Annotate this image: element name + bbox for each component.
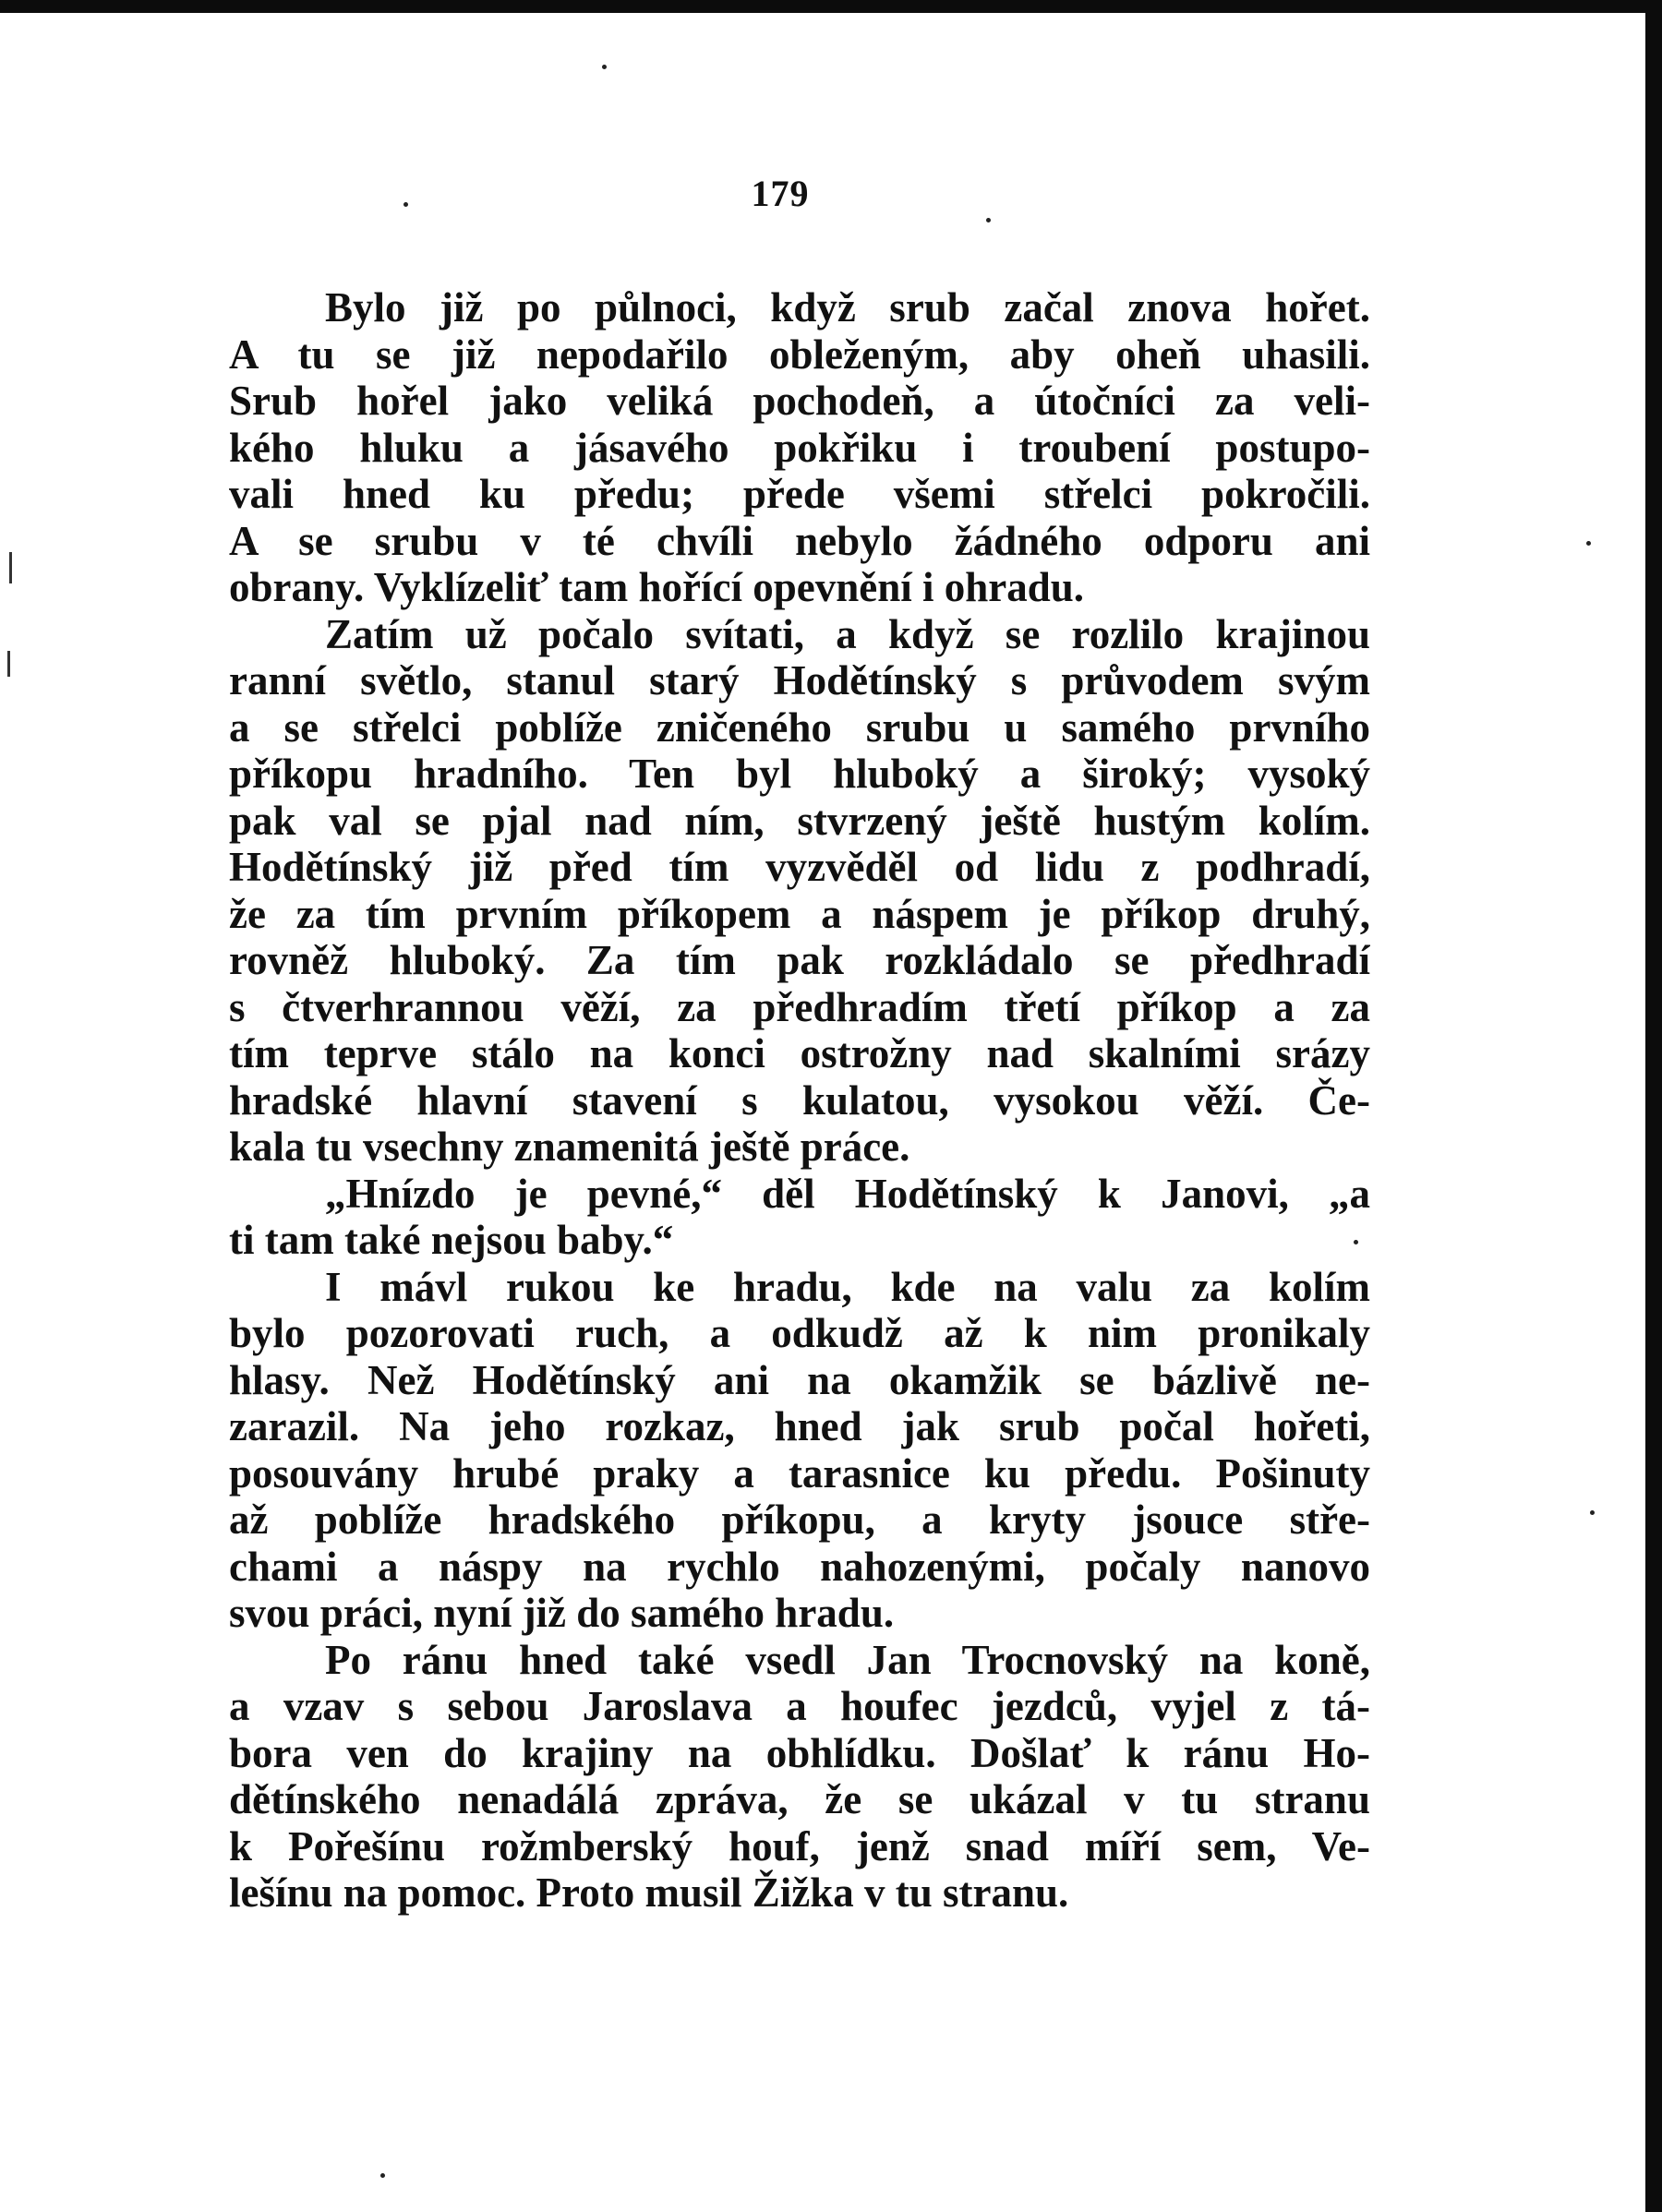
text-line: ti tam také nejsou baby.“ — [229, 1217, 674, 1263]
text-line: k Pořešínu rožmberský houf, jenž snad míří sem, Ve- — [229, 1822, 1370, 1869]
body-text — [229, 284, 1370, 1917]
margin-mark — [9, 552, 12, 583]
scan-speck — [1354, 1240, 1358, 1244]
text-line: Srub hořel jako veliká pochodeň, a útočníci za veli- — [229, 378, 1370, 424]
text-line: hlasy. Než Hodětínský ani na okamžik se bázlivě ne- — [229, 1356, 1370, 1403]
text-line: kala tu vsechny znamenitá ještě práce. — [229, 1124, 910, 1170]
text-line: bylo pozorovati ruch, a odkudž až k nim pronikaly — [229, 1310, 1370, 1356]
text-line: vali hned ku předu; přede všemi střelci pokročili. — [229, 471, 1370, 517]
text-line: pak val se pjal nad ním, stvrzený ještě hustým kolím. — [229, 797, 1370, 844]
text-line: hradské hlavní stavení s kulatou, vysokou věží. Če- — [229, 1076, 1370, 1124]
text-line: a se střelci poblíže zničeného srubu u samého prvního — [229, 703, 1370, 751]
text-line: Po ránu hned také vsedl Jan Trocnovský na koně, — [325, 1636, 1370, 1683]
text-line: A tu se již nepodařilo obleženým, aby oheň uhasili. — [229, 331, 1370, 378]
text-line: „Hnízdo je pevné,“ děl Hodětínský k Janovi, „a — [325, 1170, 1370, 1217]
text-line: až poblíže hradského příkopu, a kryty jsouce stře- — [229, 1497, 1370, 1543]
margin-mark — [7, 651, 10, 677]
text-line: bora ven do krajiny na obhlídku. Došlať k ránu Ho- — [229, 1729, 1370, 1776]
scan-speck — [1586, 541, 1591, 546]
text-line: zarazil. Na jeho rozkaz, hned jak srub počal hořeti, — [229, 1403, 1370, 1449]
scan-border-right — [1645, 0, 1662, 2212]
text-line: chami a náspy na rychlo nahozenými, počaly nanovo — [229, 1543, 1370, 1590]
page-number: 179 — [751, 173, 810, 214]
text-line: obrany. Vyklízeliť tam hořící opevnění i ohradu. — [229, 564, 1085, 610]
text-line: dětínského nenadálá zpráva, že se ukázal v tu stranu — [229, 1776, 1370, 1822]
scan-speck — [1590, 1510, 1595, 1515]
text-line: lešínu na pomoc. Proto musil Žižka v tu stranu. — [229, 1869, 1069, 1916]
scan-border-top — [0, 0, 1662, 13]
text-line: svou práci, nyní již do samého hradu. — [229, 1590, 895, 1636]
text-line: I mávl rukou ke hradu, kde na valu za kolím — [325, 1263, 1370, 1310]
text-line: tím teprve stálo na konci ostrožny nad skalními srázy — [229, 1030, 1370, 1076]
text-line: Bylo již po půlnoci, když srub začal znova hořet. — [325, 284, 1370, 331]
scan-speck — [986, 218, 991, 222]
scan-speck — [380, 2173, 385, 2178]
scan-speck — [403, 202, 408, 207]
text-line: ranní světlo, stanul starý Hodětínský s průvodem svým — [229, 657, 1370, 703]
text-line: že za tím prvním příkopem a náspem je příkop druhý, — [229, 890, 1370, 937]
text-line: A se srubu v té chvíli nebylo žádného odporu ani — [229, 517, 1370, 564]
text-line: Zatím už počalo svítati, a když se rozlilo krajinou — [325, 610, 1370, 657]
text-line: s čtverhrannou věží, za předhradím třetí příkop a za — [229, 983, 1370, 1030]
scan-speck — [602, 65, 607, 69]
text-line: Hodětínský již před tím vyzvěděl od lidu z podhradí, — [229, 844, 1370, 890]
text-line: posouvány hrubé praky a tarasnice ku předu. Pošinuty — [229, 1449, 1370, 1497]
text-line: rovněž hluboký. Za tím pak rozkládalo se předhradí — [229, 937, 1370, 983]
text-line: příkopu hradního. Ten byl hluboký a široký; vysoký — [229, 751, 1370, 797]
text-line: a vzav s sebou Jaroslava a houfec jezdců, vyjel z tá- — [229, 1683, 1370, 1729]
text-line: kého hluku a jásavého pokřiku i troubení postupo- — [229, 424, 1370, 471]
